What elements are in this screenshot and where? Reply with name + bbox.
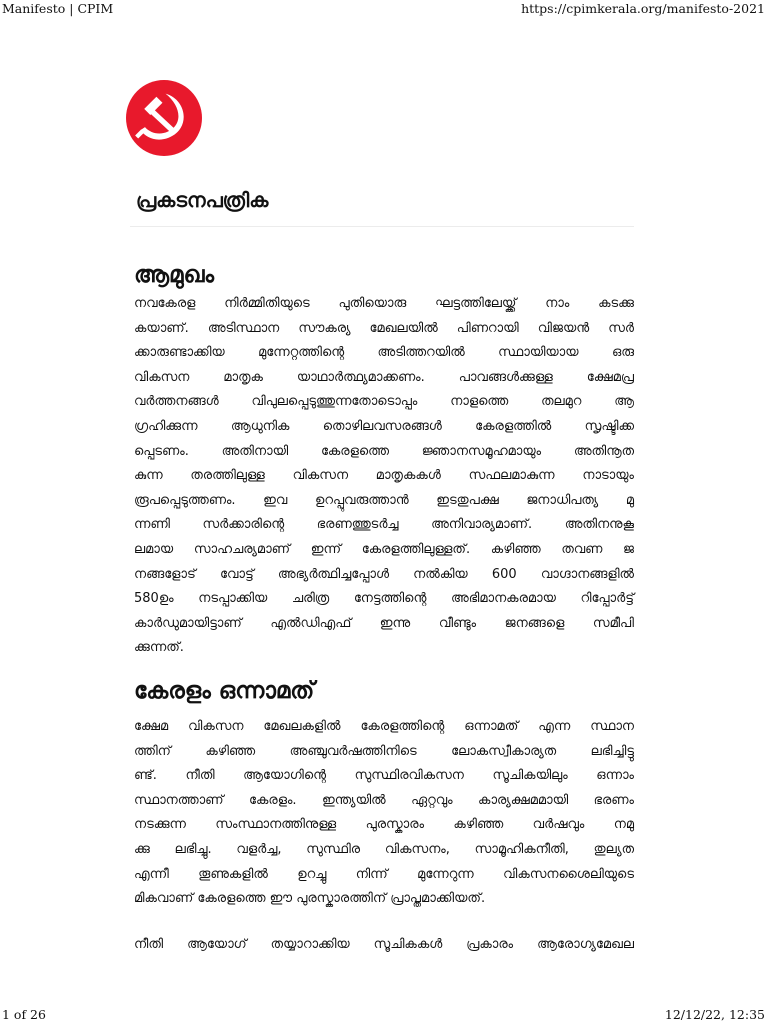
paragraph-line: രൂപപ്പെടുത്തണം. ഇവ ഉറപ്പുവരുത്താൻ ഇടതുപക്ഷ ജനാധിപത്യ മു bbox=[134, 492, 634, 508]
paragraph-line: ണ്ട്. നീതി ആയോഗിന്റെ സുസ്ഥിരവികസന സൂചികയിലും ഒന്നാം bbox=[134, 768, 634, 784]
niti-aayog-paragraph bbox=[134, 933, 634, 958]
paragraph-line: കയാണ്. അടിസ്ഥാന സൗകര്യ മേഖലയിൽ പിണറായി വിജയൻ സർ bbox=[134, 320, 634, 336]
print-header-page-title: Manifesto | CPIM bbox=[2, 1, 114, 16]
paragraph-line: വികസന മാതൃക യാഥാർത്ഥ്യമാക്കണം. പാവങ്ങൾക്കുള്ള ക്ഷേമപ്ര bbox=[134, 369, 634, 385]
paragraph-line: 580ഉം നടപ്പാക്കിയ ചരിത്ര നേട്ടത്തിന്റെ അഭിമാനകരമായ റിപ്പോർട്ട് bbox=[134, 591, 634, 607]
print-timestamp: 12/12/22, 12:35 bbox=[664, 1007, 765, 1022]
paragraph-line: ക്ഷേമ വികസന മേഖലകളിൽ കേരളത്തിന്റെ ഒന്നാമത് എന്ന സ്ഥാന bbox=[134, 719, 634, 734]
paragraph-line: എന്നീ തൂണുകളിൽ ഉറച്ചു നിന്ന് മുന്നേറുന്ന വികസനശൈലിയുടെ bbox=[134, 866, 634, 882]
paragraph-line: നീതി ആയോഗ് തയ്യാറാക്കിയ സൂചികകൾ പ്രകാരം ആരോഗ്യമേഖല bbox=[134, 937, 634, 952]
hammer-and-sickle-icon bbox=[126, 80, 202, 156]
section-heading-kerala-first: കേരളം ഒന്നാമത് bbox=[134, 678, 315, 704]
paragraph-line: സ്ഥാനത്താണ് കേരളം. ഇന്ത്യയിൽ ഏറ്റവും കാര്യക്ഷമമായി ഭരണം bbox=[134, 792, 634, 808]
section-heading-introduction: ആമുഖം bbox=[134, 262, 215, 288]
introduction-paragraph bbox=[134, 292, 634, 661]
paragraph-line: മികവാണ് കേരളത്തെ ഈ പുരസ്കാരത്തിന് പ്രാപ്തമാക്കിയത്. bbox=[134, 891, 486, 907]
paragraph-line: ത്തിന് കഴിഞ്ഞ അഞ്ചുവർഷത്തിനിടെ ലോകസ്വീകാര്യത ലഭിച്ചിട്ടു bbox=[134, 743, 634, 759]
paragraph-line: വർത്തനങ്ങൾ വിപുലപ്പെടുത്തുന്നതോടൊപ്പം നാളത്തെ തലമുറ ആ bbox=[134, 394, 634, 410]
paragraph-line: നടക്കുന്ന സംസ്ഥാനത്തിനുള്ള പുരസ്കാരം കഴിഞ്ഞ വർഷവും നമു bbox=[134, 817, 634, 833]
paragraph-line: ക്കുന്നത്. bbox=[134, 640, 184, 656]
document-title: പ്രകടനപത്രിക bbox=[136, 188, 269, 212]
paragraph-line: ന്നണി സർക്കാരിന്റെ ഭരണത്തുടർച്ച അനിവാര്യമാണ്. അതിനനുകൂ bbox=[134, 517, 634, 533]
paragraph-line: ഗ്രഹിക്കുന്ന ആധുനിക തൊഴിലവസരങ്ങൾ കേരളത്തിൽ സൃഷ്ടിക്ക bbox=[134, 418, 634, 434]
paragraph-line: നവകേരള നിർമ്മിതിയുടെ പുതിയൊരു ഘട്ടത്തിലേയ്ക്ക് നാം കടക്കു bbox=[134, 296, 634, 311]
paragraph-line: പ്പെടണം. അതിനായി കേരളത്തെ ജ്ഞാനസമൂഹമായും അതിനൂത bbox=[134, 443, 634, 459]
paragraph-line: ക്കാരുണ്ടാക്കിയ മുന്നേറ്റത്തിന്റെ അടിത്തറയിൽ സ്ഥായിയായ ഒരു bbox=[134, 345, 634, 361]
print-header-url: https://cpimkerala.org/manifesto-2021 bbox=[521, 1, 765, 16]
paragraph-line: നങ്ങളോട് വോട്ട് അഭ്യർത്ഥിച്ചപ്പോൾ നൽകിയ 600 വാഗ്ദാനങ്ങളിൽ bbox=[134, 566, 634, 582]
paragraph-line: ക്കു ലഭിച്ചു. വളർച്ച, സുസ്ഥിര വികസനം, സാമൂഹികനീതി, തുല്യത bbox=[134, 841, 634, 857]
paragraph-line: കാർഡുമായിട്ടാണ് എൽഡിഎഫ് ഇന്നു വീണ്ടും ജനങ്ങളെ സമീപി bbox=[134, 615, 634, 631]
paragraph-line: കുന്ന തരത്തിലുള്ള വികസന മാതൃകകൾ സഫലമാകുന്ന നാടായും bbox=[134, 468, 634, 484]
kerala-first-paragraph bbox=[134, 715, 634, 912]
title-divider bbox=[130, 226, 634, 227]
page-counter: 1 of 26 bbox=[2, 1007, 46, 1022]
paragraph-line: ലമായ സാഹചര്യമാണ് ഇന്ന് കേരളത്തിലുള്ളത്. കഴിഞ്ഞ തവണ ജ bbox=[134, 541, 634, 557]
